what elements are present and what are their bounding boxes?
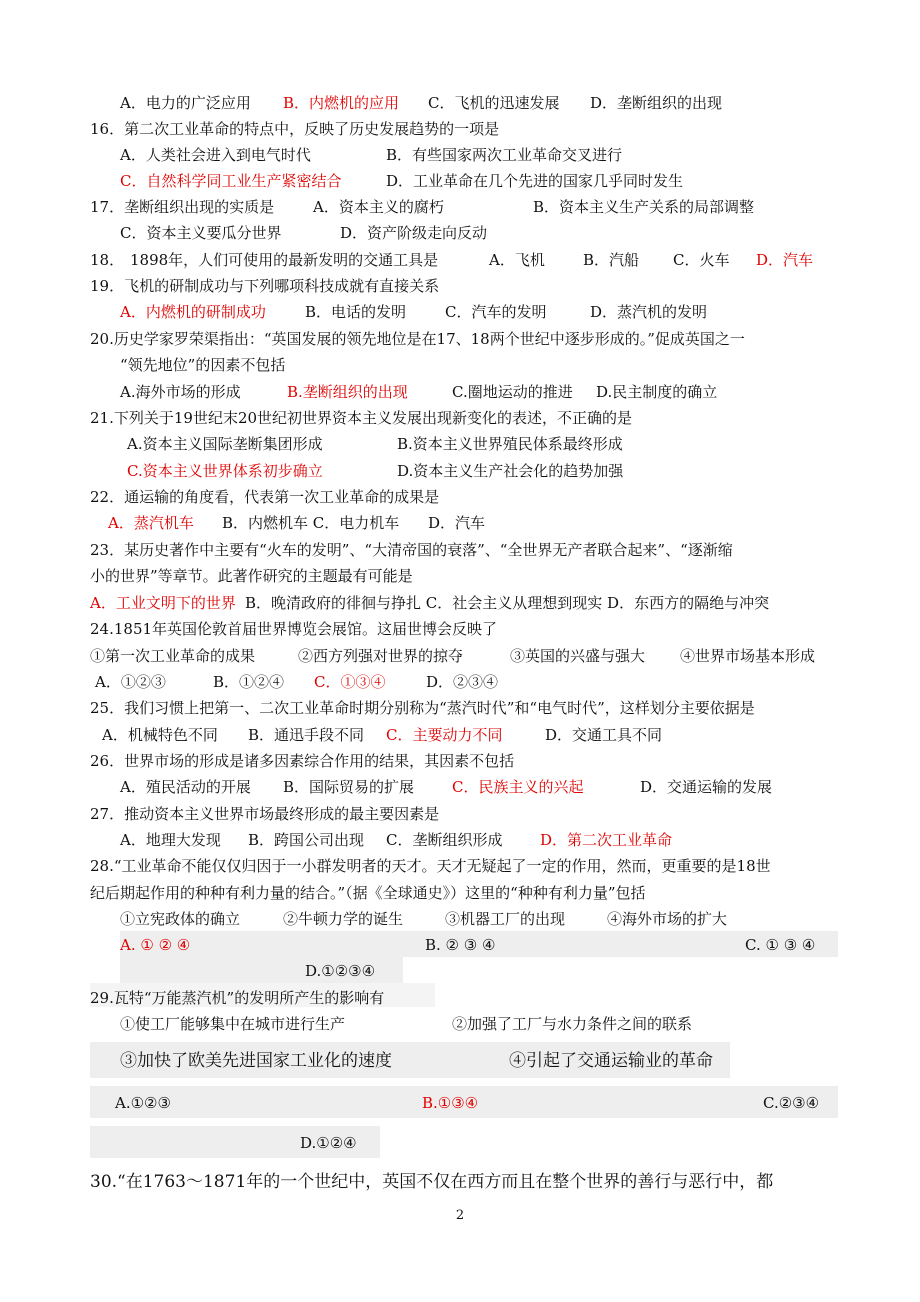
question-text: C. ① ③ ④ xyxy=(745,936,816,954)
page-number: 2 xyxy=(455,1208,465,1223)
question-text: ①使工厂能够集中在城市进行生产 xyxy=(120,1015,346,1033)
text-line xyxy=(0,512,920,534)
question-text: B．有些国家两次工业革命交叉进行 xyxy=(386,146,623,164)
answer-text: B.①③④ xyxy=(422,1094,479,1112)
text-line xyxy=(0,196,920,218)
question-text: 17．垄断组织出现的实质是 xyxy=(90,198,275,216)
question-text: ③机器工厂的出现 xyxy=(445,910,566,928)
question-text: ①第一次工业革命的成果 xyxy=(90,647,256,665)
text-line xyxy=(0,301,920,323)
question-text: D．②③④ xyxy=(426,673,499,691)
question-text: ②加强了工厂与水力条件之间的联系 xyxy=(452,1015,693,1033)
question-text: D．交通工具不同 xyxy=(545,726,663,744)
question-text: A．机械特色不同 xyxy=(102,726,218,744)
answer-text: C．民族主义的兴起 xyxy=(452,778,584,796)
question-text: B．电话的发明 xyxy=(305,303,407,321)
text-line xyxy=(0,987,920,1009)
question-text: 20.历史学家罗荣渠指出：“英国发展的领先地位是在17、18两个世纪中逐步形成的。”促成英国之一 xyxy=(90,330,745,348)
text-line xyxy=(0,908,920,930)
text-line xyxy=(0,92,920,114)
question-text: 26．世界市场的形成是诸多因素综合作用的结果，其因素不包括 xyxy=(90,752,515,770)
question-text: A．资本主义的腐朽 xyxy=(313,198,444,216)
answer-text: A．内燃机的研制成功 xyxy=(120,303,266,321)
text-line xyxy=(0,960,920,982)
question-text: B.资本主义世界殖民体系最终形成 xyxy=(397,435,623,453)
question-text: A.资本主义国际垄断集团形成 xyxy=(127,435,323,453)
question-text: “领先地位”的因素不包括 xyxy=(120,356,286,374)
question-text: B．内燃机车 C．电力机车 xyxy=(222,514,400,532)
question-text: ④世界市场基本形成 xyxy=(680,647,816,665)
question-text: D.民主制度的确立 xyxy=(596,383,718,401)
question-text: B．汽船 xyxy=(583,251,640,269)
question-text: D.①②③④ xyxy=(305,962,376,980)
text-line xyxy=(0,882,920,904)
question-text: A.海外市场的形成 xyxy=(120,383,241,401)
text-line xyxy=(0,855,920,877)
text-line xyxy=(0,1132,920,1154)
answer-text: A．蒸汽机车 xyxy=(108,514,194,532)
question-text: D.资本主义生产社会化的趋势加强 xyxy=(397,462,624,480)
question-text: ④海外市场的扩大 xyxy=(607,910,728,928)
text-line xyxy=(0,539,920,561)
question-text: 30.“在1763～1871年的一个世纪中，英国不仅在西方而且在整个世界的善行与恶行中，都 xyxy=(90,1172,774,1192)
answer-text: A. ① ② ④ xyxy=(120,936,191,954)
question-text: ③加快了欧美先进国家工业化的速度 xyxy=(120,1051,392,1071)
question-text: 18． xyxy=(90,251,125,269)
text-line xyxy=(0,592,920,614)
question-text: 24.1851年英国伦敦首届世界博览会展馆。这届世博会反映了 xyxy=(90,620,498,638)
answer-text: A．工业文明下的世界 xyxy=(90,594,236,612)
question-text: B．国际贸易的扩展 xyxy=(283,778,415,796)
question-text: A．①②③ xyxy=(95,673,166,691)
question-text: 21.下列关于19世纪末20世纪初世界资本主义发展出现新变化的表述，不正确的是 xyxy=(90,409,633,427)
question-text: B．通迅手段不同 xyxy=(248,726,365,744)
question-text: B．资本主义生产关系的局部调整 xyxy=(533,198,755,216)
text-line xyxy=(0,1092,920,1114)
text-line xyxy=(0,170,920,192)
text-line xyxy=(0,750,920,772)
question-text: 28.“工业革命不能仅仅归因于一小群发明者的天才。天才无疑起了一定的作用，然而，更重要的是18世 xyxy=(90,857,771,875)
text-line xyxy=(0,460,920,482)
question-text: B．跨国公司出现 xyxy=(248,831,365,849)
text-line xyxy=(0,776,920,798)
question-text: B．晚清政府的徘徊与挣扎 C．社会主义从理想到现实 D．东西方的隔绝与冲突 xyxy=(245,594,770,612)
question-text: C．火车 xyxy=(673,251,730,269)
question-text: A．飞机 xyxy=(489,251,545,269)
text-line xyxy=(0,433,920,455)
text-line xyxy=(0,222,920,244)
question-text: D．工业革命在几个先进的国家几乎同时发生 xyxy=(386,172,684,190)
text-line xyxy=(0,249,920,271)
question-text: 16．第二次工业革命的特点中，反映了历史发展趋势的一项是 xyxy=(90,120,500,138)
question-text: 27．推动资本主义世界市场最终形成的最主要因素是 xyxy=(90,805,440,823)
text-line xyxy=(0,486,920,508)
text-line xyxy=(0,407,920,429)
question-text: ③英国的兴盛与强大 xyxy=(510,647,646,665)
text-line xyxy=(0,697,920,719)
question-text: A．地理大发现 xyxy=(120,831,221,849)
question-text: C．汽车的发明 xyxy=(445,303,547,321)
question-text: D.①②④ xyxy=(300,1134,357,1152)
text-line xyxy=(0,724,920,746)
question-text: B. ② ③ ④ xyxy=(425,936,496,954)
question-text: ①立宪政体的确立 xyxy=(120,910,241,928)
text-line xyxy=(0,144,920,166)
answer-text: B．内燃机的应用 xyxy=(283,94,400,112)
question-text: D．垄断组织的出现 xyxy=(590,94,723,112)
question-text: ②西方列强对世界的掠夺 xyxy=(298,647,464,665)
question-text: A．电力的广泛应用 xyxy=(120,94,251,112)
text-line xyxy=(0,275,920,297)
question-text: 1898年，人们可使用的最新发明的交通工具是 xyxy=(130,251,439,269)
text-line xyxy=(0,645,920,667)
answer-text: D．汽车 xyxy=(756,251,814,269)
text-line xyxy=(0,934,920,956)
question-text: A．殖民活动的开展 xyxy=(120,778,251,796)
question-text: D．蒸汽机的发明 xyxy=(590,303,708,321)
answer-text: C．①③④ xyxy=(314,673,386,691)
question-text: 纪后期起作用的种种有利力量的结合。”（据《全球通史》）这里的“种种有利力量”包括 xyxy=(90,884,646,902)
question-text: 23．某历史著作中主要有“火车的发明”、“大清帝国的衰落”、“全世界无产者联合起来”、“逐渐缩 xyxy=(90,541,733,559)
question-text: 25．我们习惯上把第一、二次工业革命时期分别称为“蒸汽时代”和“电气时代”，这样划分主要依据是 xyxy=(90,699,755,717)
text-line xyxy=(0,618,920,640)
question-text: 小的世界”等章节。此著作研究的主题最有可能是 xyxy=(90,567,413,585)
question-text: 29.瓦特“万能蒸汽机”的发明所产生的影响有 xyxy=(90,989,385,1007)
text-line xyxy=(0,829,920,851)
question-text: D．交通运输的发展 xyxy=(640,778,773,796)
question-text: D．汽车 xyxy=(428,514,486,532)
text-line xyxy=(0,803,920,825)
question-text: 19．飞机的研制成功与下列哪项科技成就有直接关系 xyxy=(90,277,440,295)
question-text: 22．通运输的角度看，代表第一次工业革命的成果是 xyxy=(90,488,440,506)
question-text: C．垄断组织形成 xyxy=(386,831,503,849)
text-line xyxy=(0,1013,920,1035)
question-text: B．①②④ xyxy=(213,673,285,691)
text-line xyxy=(0,118,920,140)
answer-text: C．主要动力不同 xyxy=(386,726,503,744)
text-line xyxy=(0,1170,920,1194)
answer-text: D．第二次工业革命 xyxy=(540,831,673,849)
text-line xyxy=(0,671,920,693)
question-text: C．飞机的迅速发展 xyxy=(428,94,560,112)
answer-text: B.垄断组织的出现 xyxy=(287,383,408,401)
answer-text: C.资本主义世界体系初步确立 xyxy=(127,462,323,480)
question-text: A.①②③ xyxy=(115,1094,171,1112)
text-line xyxy=(0,1049,920,1073)
text-line xyxy=(0,328,920,350)
question-text: C.②③④ xyxy=(763,1094,820,1112)
question-text: D．资产阶级走向反动 xyxy=(340,224,488,242)
answer-text: C．自然科学同工业生产紧密结合 xyxy=(120,172,342,190)
question-text: C．资本主义要瓜分世界 xyxy=(120,224,282,242)
question-text: ④引起了交通运输业的革命 xyxy=(509,1051,713,1071)
question-text: A．人类社会进入到电气时代 xyxy=(120,146,311,164)
question-text: ②牛顿力学的诞生 xyxy=(283,910,404,928)
text-line xyxy=(0,565,920,587)
question-text: C.圈地运动的推进 xyxy=(452,383,573,401)
text-line xyxy=(0,381,920,403)
text-line xyxy=(0,354,920,376)
